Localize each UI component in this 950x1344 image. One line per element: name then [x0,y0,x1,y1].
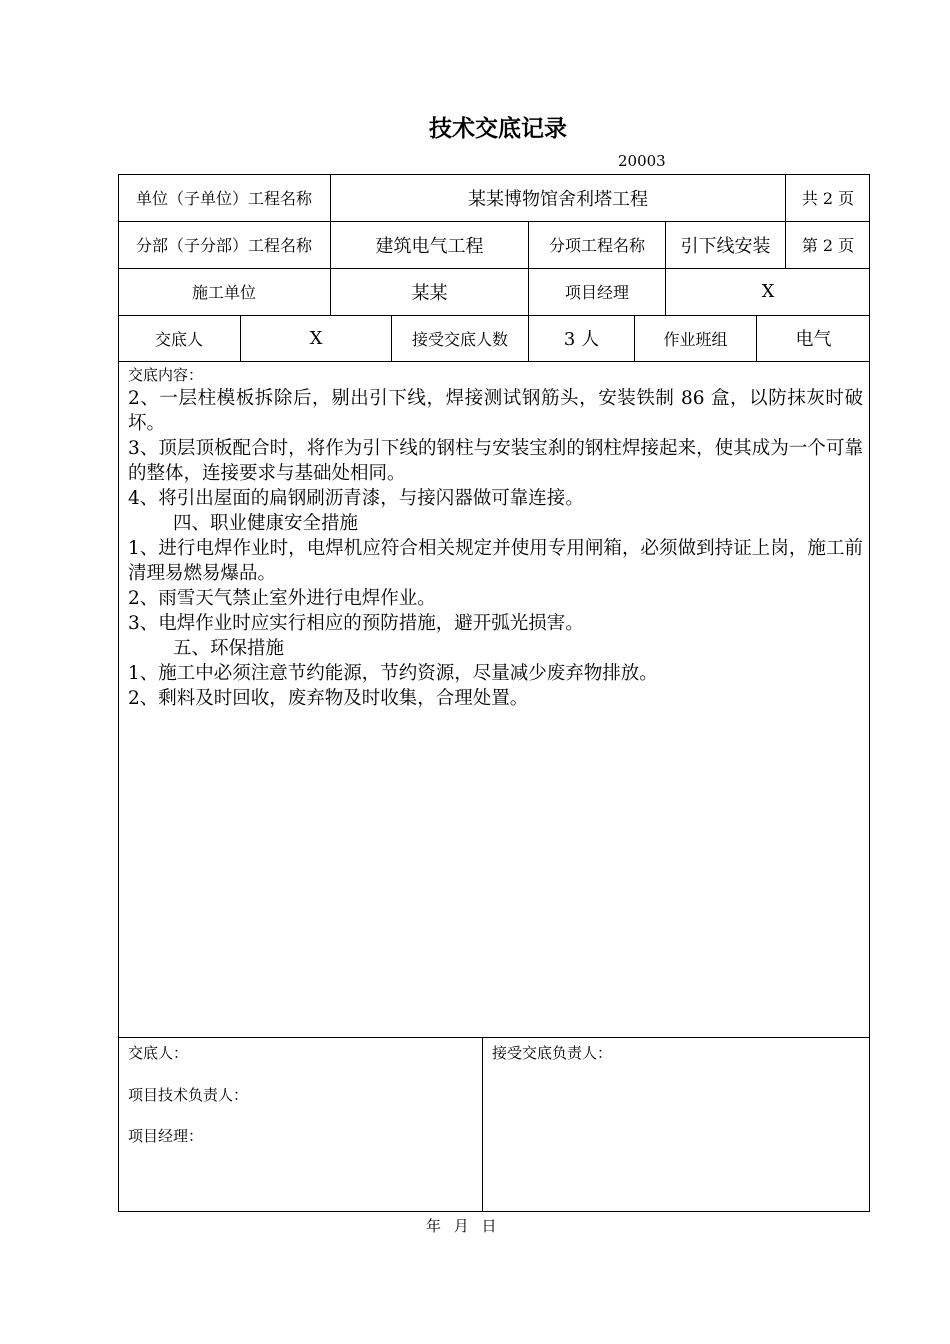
date-line: 年 月 日 [426,1217,497,1235]
team-label: 作业班组 [663,329,728,349]
receiver-lead-signature-label: 接受交底负责人： [492,1044,613,1062]
sub-project-value: 建筑电气工程 [375,235,484,257]
content-paragraph: 2、雨雪天气禁止室外进行电焊作业。 [128,588,436,609]
content-paragraph: 3、顶层顶板配合时，将作为引下线的钢柱与安装宝刹的钢柱焊接起来，使其成为一个可靠的整体，连接要求与基础处相同。 [128,438,863,484]
receiver-count-label: 接受交底人数 [411,329,508,349]
manager-signature-label: 项目经理： [128,1127,204,1145]
content-paragraph: 2、剩料及时回收，废弃物及时收集，合理处置。 [128,688,529,709]
construction-unit-value: 某某 [411,282,448,304]
page-number: 第 2 页 [801,236,855,255]
receiver-count-value: 3 人 [563,329,600,350]
presenter-label: 交底人 [154,329,203,349]
document-number: 20003 [618,152,666,170]
item-project-label: 分项工程名称 [548,236,645,255]
presenter-signature-label: 交底人： [128,1044,189,1062]
content-label: 交底内容： [128,366,204,384]
unit-project-label: 单位（子单位）工程名称 [135,189,312,208]
content-paragraph: 3、电焊作业时应实行相应的预防措施，避开弧光损害。 [128,613,584,634]
document-title: 技术交底记录 [429,116,567,142]
row-divider [118,361,870,362]
section-heading: 五、环保措施 [173,638,285,659]
team-value: 电气 [795,329,832,350]
item-project-value: 引下线安装 [680,235,771,257]
project-manager-value: X [761,281,775,302]
column-divider [482,1037,483,1212]
content-body [128,386,863,711]
content-paragraph: 2、一层柱模板拆除后，剔出引下线，焊接测试钢筋头，安装铁制 86 盒，以防抹灰时破坏。 [128,388,863,434]
presenter-value: X [309,327,323,349]
unit-project-value: 某某博物馆舍利塔工程 [468,188,648,210]
project-manager-label: 项目经理 [564,283,629,302]
construction-unit-label: 施工单位 [191,283,256,302]
row-divider [118,1037,870,1038]
sub-project-label: 分部（子分部）工程名称 [135,236,312,255]
content-paragraph: 4、将引出屋面的扁钢刷沥青漆，与接闪器做可靠连接。 [128,488,584,509]
content-paragraph: 1、进行电焊作业时，电焊机应符合相关规定并使用专用闸箱，必须做到持证上岗，施工前清理易燃易爆品。 [128,538,863,584]
content-paragraph: 1、施工中必须注意节约能源，节约资源，尽量减少废弃物排放。 [128,663,658,684]
total-pages: 共 2 页 [801,189,855,208]
section-heading: 四、职业健康安全措施 [173,513,359,534]
tech-lead-signature-label: 项目技术负责人： [128,1086,249,1104]
